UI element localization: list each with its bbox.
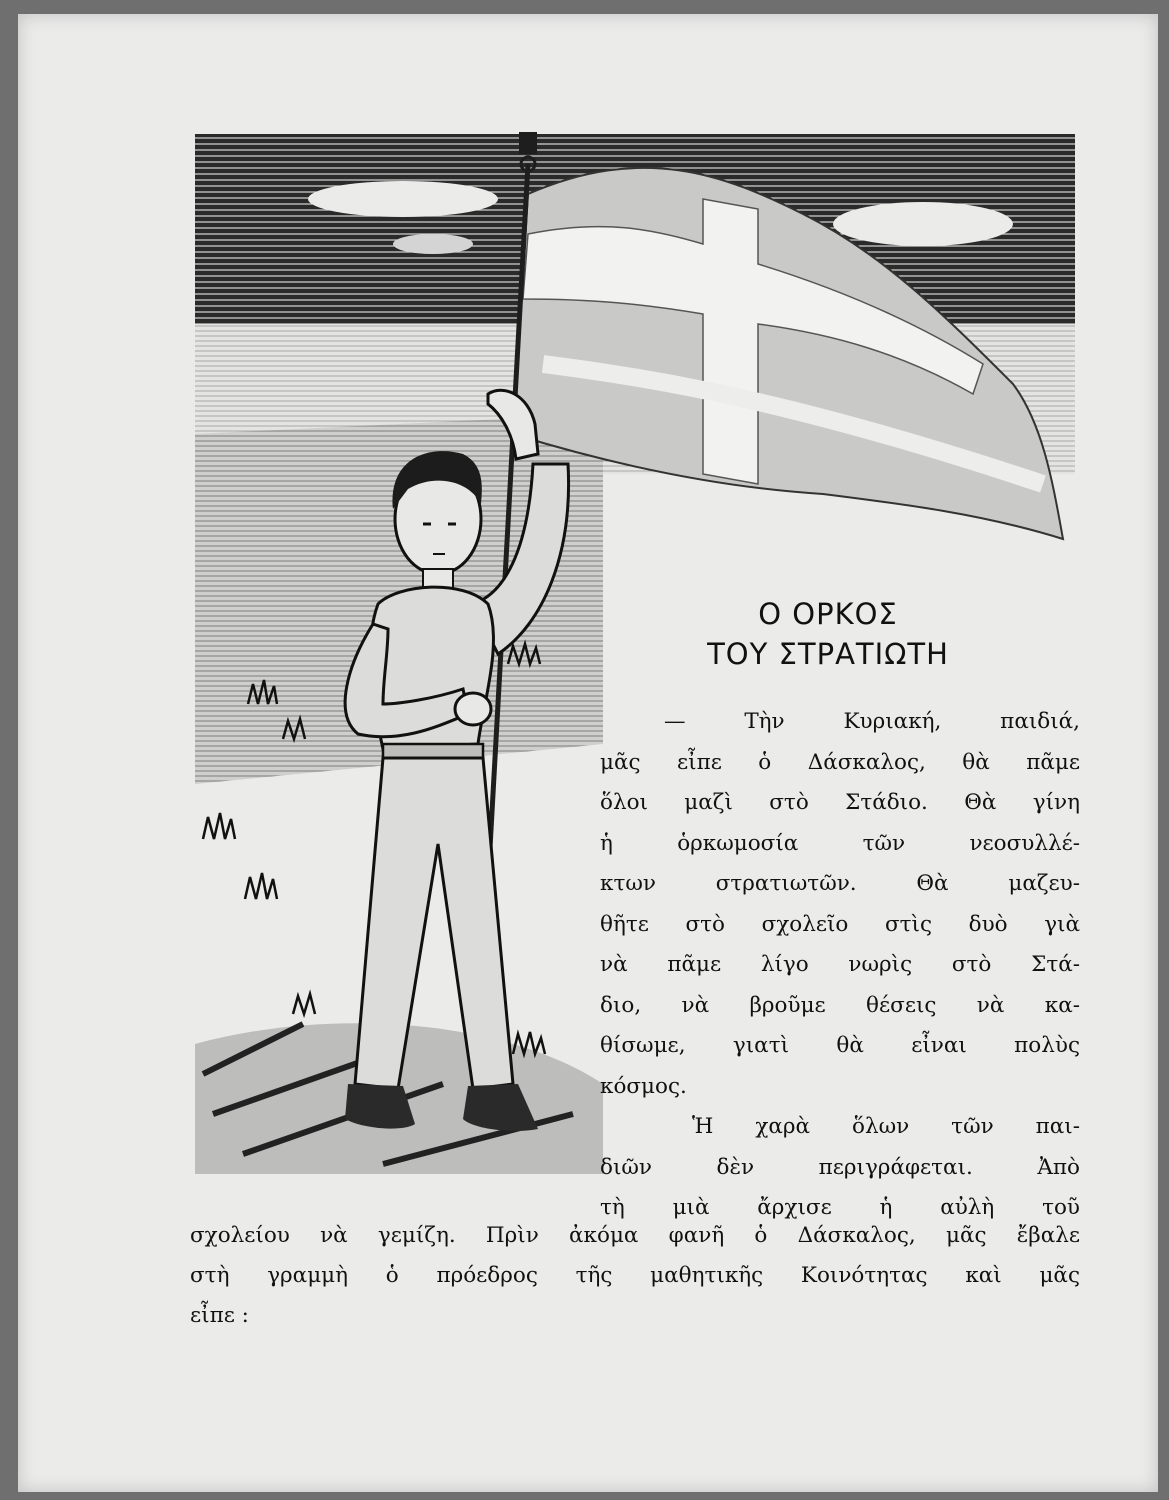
boy-belt: [383, 744, 483, 758]
text-line: νὰ πᾶμε λίγο νωρὶς στὸ Στά-: [600, 952, 1080, 977]
grass-tuft: [293, 994, 315, 1014]
text-line: θῆτε στὸ σχολεῖο στὶς δυὸ γιὰ: [600, 911, 1080, 937]
boy-lower-hand: [455, 693, 491, 725]
text-line: στὴ γραμμὴ ὁ πρόεδρος τῆς μαθητικῆς Κοινότητας καὶ μᾶς: [190, 1263, 1080, 1288]
cloud: [393, 234, 473, 254]
text-line: ὅλοι μαζὶ στὸ Στάδιο. Θὰ γίνη: [600, 790, 1080, 815]
text-line: μᾶς εἶπε ὁ Δάσκαλος, θὰ πᾶμε: [600, 749, 1080, 775]
book-page: [18, 14, 1158, 1492]
full-width-text: [190, 1216, 1080, 1336]
text-line: τὴ μιὰ ἄρχισε ἡ αὐλὴ τοῦ: [600, 1195, 1080, 1220]
chapter-title-line2: ΤΟΥ ΣΤΡΑΤΙΩΤΗ: [707, 637, 949, 671]
text-line: θίσωμε, γιατὶ θὰ εἶναι πολὺς: [600, 1033, 1080, 1058]
text-line: διο, νὰ βροῦμε θέσεις νὰ κα-: [600, 992, 1080, 1018]
text-line: εἶπε :: [190, 1303, 249, 1328]
cloud: [308, 181, 498, 217]
chapter-title: [663, 594, 993, 674]
text-line: Ἡ χαρὰ ὅλων τῶν παι-: [692, 1114, 1080, 1139]
cloud: [833, 202, 1013, 246]
grass-tuft: [245, 873, 277, 899]
text-line: κόσμος.: [600, 1073, 687, 1099]
text-line: σχολείου νὰ γεμίζη. Πρὶν ἀκόμα φανῆ ὁ Δάσκαλος, μᾶς ἔβαλε: [190, 1223, 1080, 1248]
text-line: ἡ ὁρκωμοσία τῶν νεοσυλλέ-: [600, 830, 1080, 856]
column-text: [600, 702, 1080, 1229]
chapter-title-line1: Ο ΟΡΚΟΣ: [758, 597, 898, 631]
text-line: κτων στρατιωτῶν. Θὰ μαζευ-: [600, 871, 1080, 896]
grass-tuft: [203, 813, 235, 839]
text-line: διῶν δὲν περιγράφεται. Ἀπὸ: [600, 1154, 1080, 1180]
text-line: — Τὴν Κυριακή, παιδιά,: [664, 709, 1080, 734]
pole-finial: [519, 132, 537, 154]
